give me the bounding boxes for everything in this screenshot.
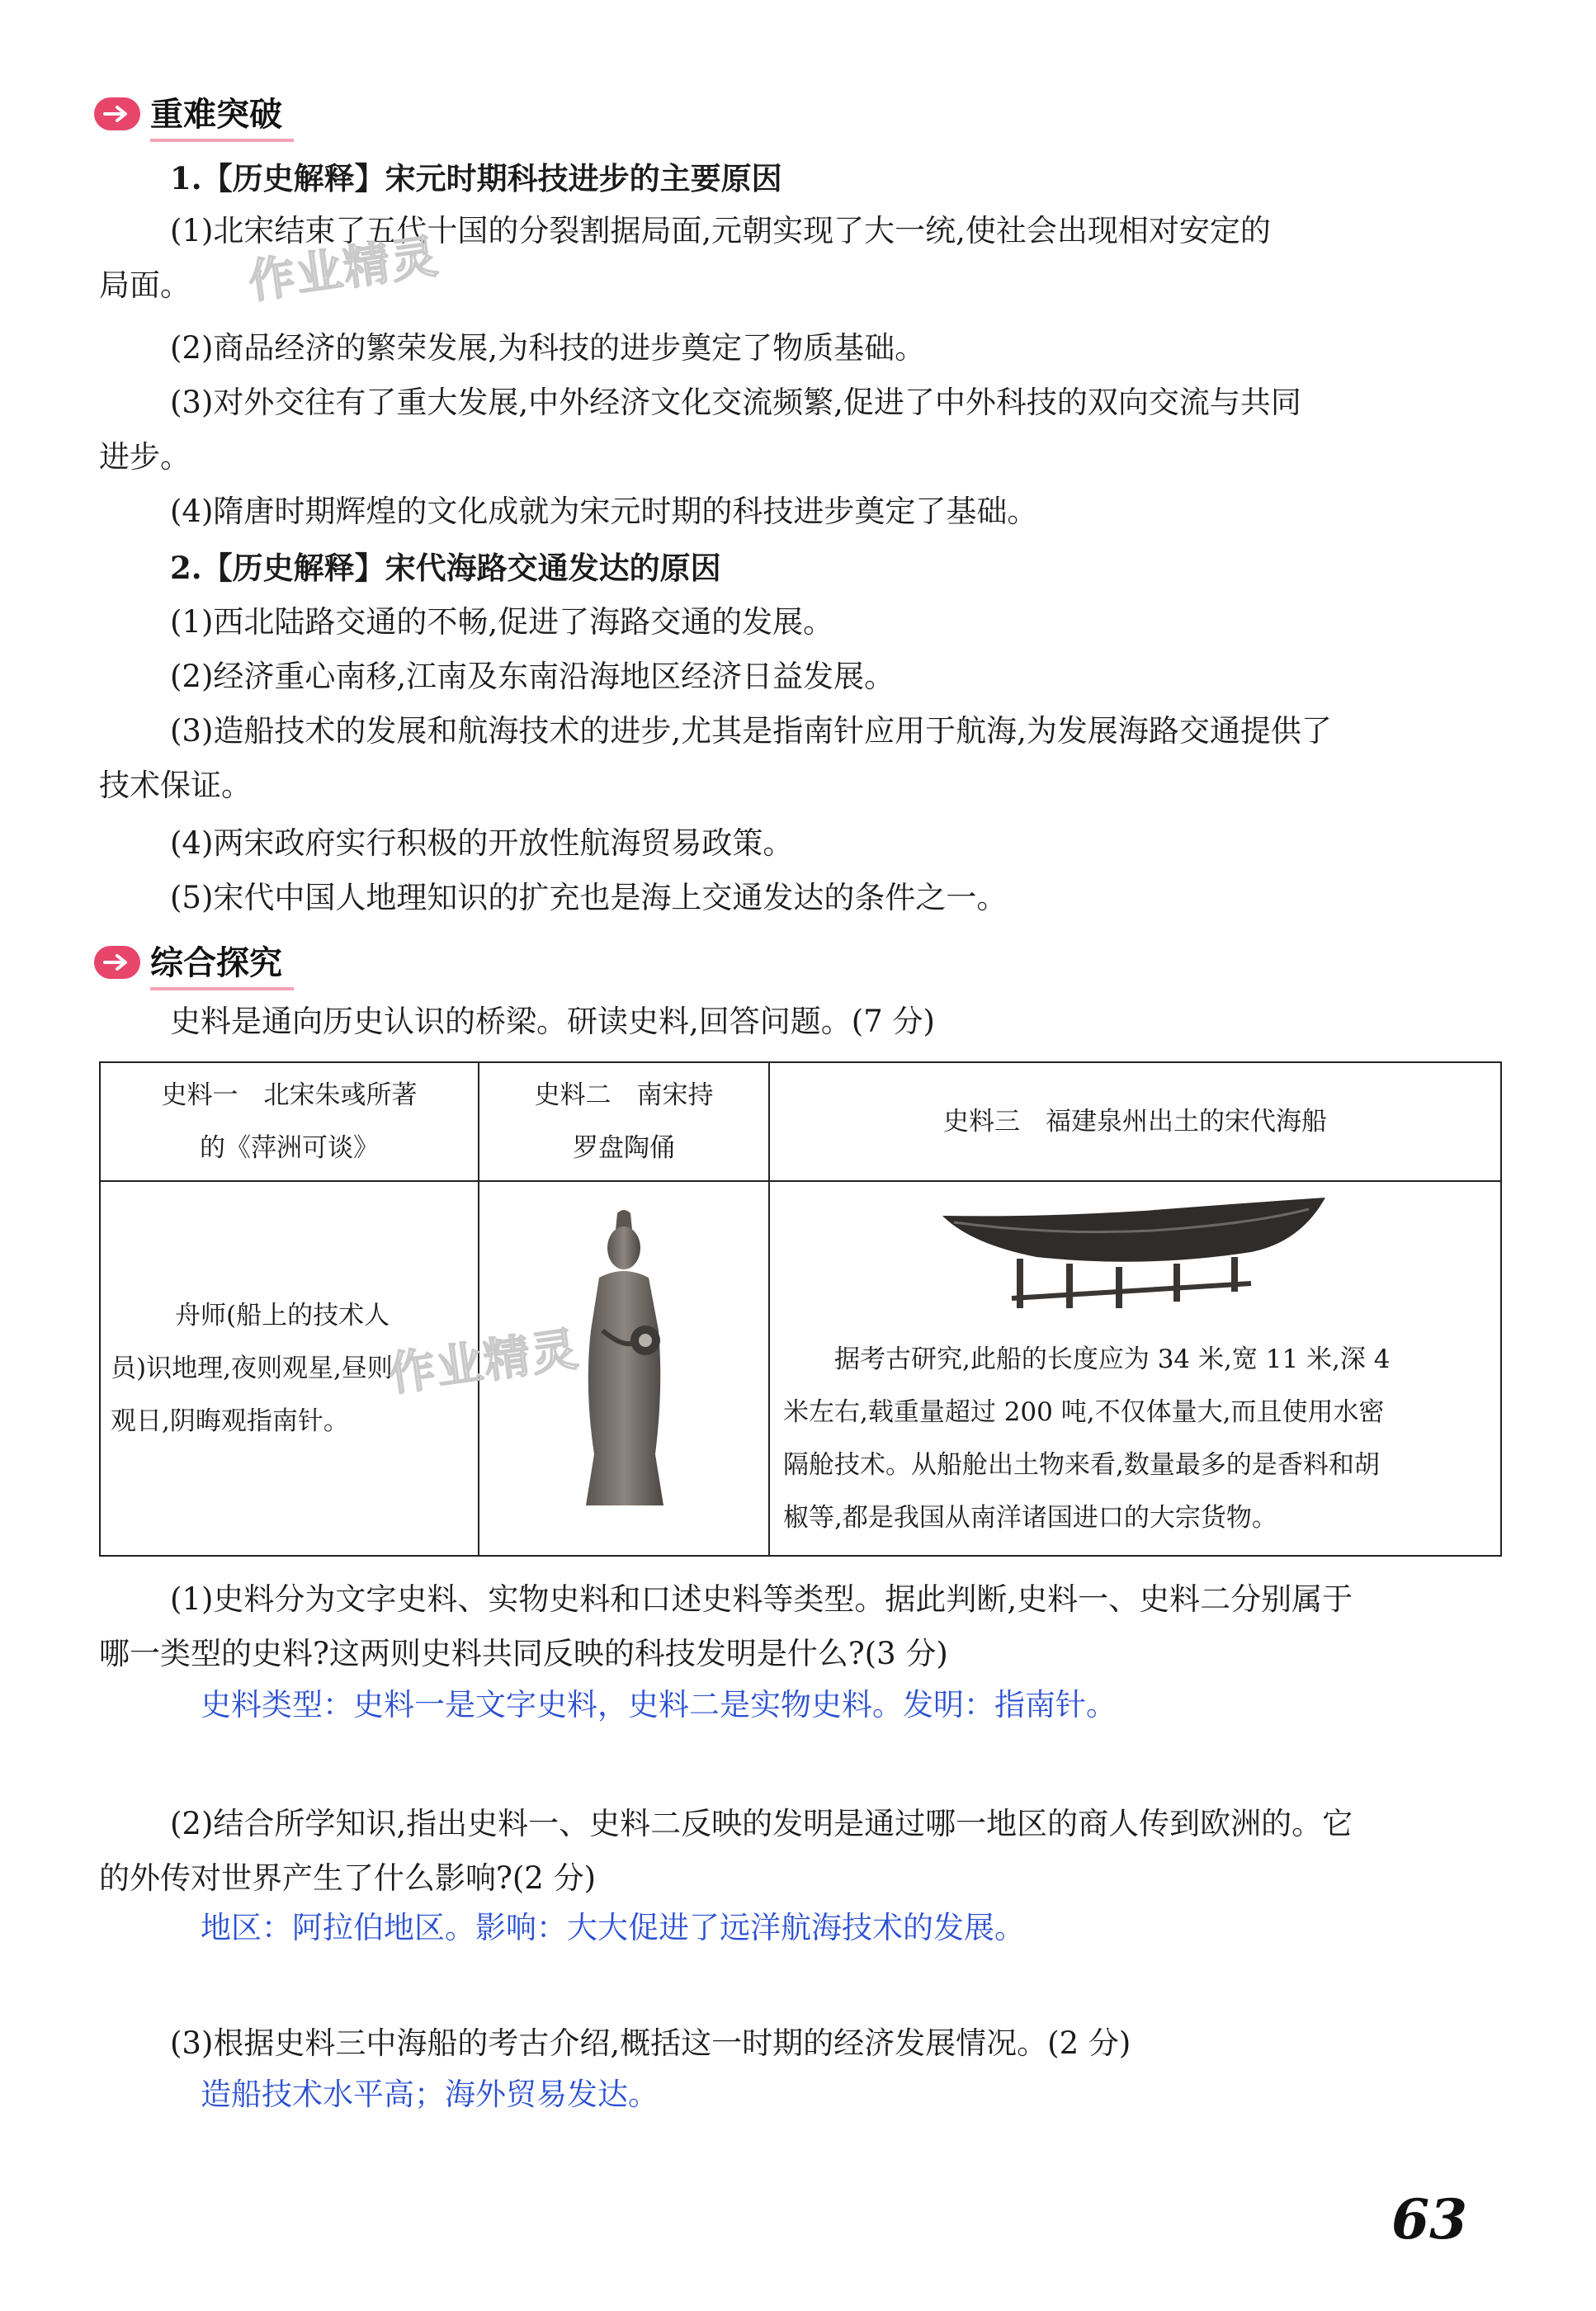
point2-item: 技术保证。 <box>99 768 252 803</box>
source1-text: 舟师(船上的技术人 <box>175 1301 390 1330</box>
watermark: 作业精灵 <box>245 229 443 310</box>
pottery-figurine-image <box>566 1207 682 1512</box>
table-header-source3: 史料三 福建泉州出土的宋代海船 <box>769 1062 1501 1181</box>
point2-item: (2)经济重心南移,江南及东南沿海地区经济日益发展。 <box>170 659 895 694</box>
question-1: 哪一类型的史料?这两则史料共同反映的科技发明是什么?(3 分) <box>99 1636 948 1671</box>
table-header-source1: 史料一 北宋朱彧所著 的《萍洲可谈》 <box>100 1062 479 1181</box>
inquiry-intro: 史料是通向历史认识的桥梁。研读史料,回答问题。(7 分) <box>170 1004 935 1039</box>
question-3: (3)根据史料三中海船的考古介绍,概括这一时期的经济发展情况。(2 分) <box>170 2025 1131 2061</box>
question-2: (2)结合所学知识,指出史料一、史料二反映的发明是通过哪一地区的商人传到欧洲的。它 <box>170 1806 1353 1841</box>
point2-item: (3)造船技术的发展和航海技术的进步,尤其是指南针应用于航海,为发展海路交通提供了 <box>170 713 1332 749</box>
answer-1[interactable]: 史料类型：史料一是文字史料，史料二是实物史料。发明：指南针。 <box>201 1687 1117 1723</box>
source3-text: 米左右,载重量超过 200 吨,不仅体量大,而且使用水密 <box>783 1397 1385 1427</box>
question-1: (1)史料分为文字史料、实物史料和口述史料等类型。据此判断,史料一、史料二分别属于 <box>170 1581 1353 1617</box>
source1-text: 观日,阴晦观指南针。 <box>111 1406 349 1436</box>
ancient-ship-hull-image <box>937 1193 1334 1325</box>
point2-item: (4)两宋政府实行积极的开放性航海贸易政策。 <box>170 825 794 861</box>
source3-text: 隔舱技术。从船舱出土物来看,数量最多的是香料和胡 <box>783 1450 1380 1480</box>
point1-title: 1.【历史解释】宋元时期科技进步的主要原因 <box>170 160 782 196</box>
point2-title: 2.【历史解释】宋代海路交通发达的原因 <box>170 550 721 586</box>
source3-text: 椒等,都是我国从南洋诸国进口的大宗货物。 <box>783 1503 1277 1533</box>
arrow-right-icon <box>94 97 140 130</box>
source3-text: 据考古研究,此船的长度应为 34 米,宽 11 米,深 4 <box>834 1345 1391 1374</box>
point1-item: (2)商品经济的繁荣发展,为科技的进步奠定了物质基础。 <box>170 330 926 366</box>
section-heading-inquiry: 综合探究 <box>94 941 294 984</box>
page-number: 63 <box>1391 2187 1467 2252</box>
question-2: 的外传对世界产生了什么影响?(2 分) <box>99 1860 597 1896</box>
section-heading-key-points: 重难突破 <box>94 92 294 135</box>
point2-item: (5)宋代中国人地理知识的扩充也是海上交通发达的条件之一。 <box>170 880 1008 915</box>
source3-cell <box>769 1181 1501 1556</box>
arrow-right-icon <box>94 946 140 979</box>
point1-item: 局面。 <box>99 267 191 303</box>
point1-item: (3)对外交往有了重大发展,中外经济文化交流频繁,促进了中外科技的双向交流与共同 <box>170 385 1301 420</box>
answer-3[interactable]: 造船技术水平高；海外贸易发达。 <box>201 2077 659 2112</box>
point2-item: (1)西北陆路交通的不畅,促进了海路交通的发展。 <box>170 604 834 640</box>
point1-item: (1)北宋结束了五代十国的分裂割据局面,元朝实现了大一统,使社会出现相对安定的 <box>170 213 1271 248</box>
point1-item: (4)隋唐时期辉煌的文化成就为宋元时期的科技进步奠定了基础。 <box>170 494 1038 529</box>
point1-item: 进步。 <box>99 439 191 475</box>
table-header-source2: 史料二 南宋持 罗盘陶俑 <box>479 1062 769 1181</box>
source-table <box>99 1061 1502 1557</box>
answer-2[interactable]: 地区：阿拉伯地区。影响：大大促进了远洋航海技术的发展。 <box>201 1910 1025 1945</box>
watermark: 作业精灵 <box>385 1322 583 1402</box>
source1-text: 员)识地理,夜则观星,昼则 <box>111 1354 393 1383</box>
